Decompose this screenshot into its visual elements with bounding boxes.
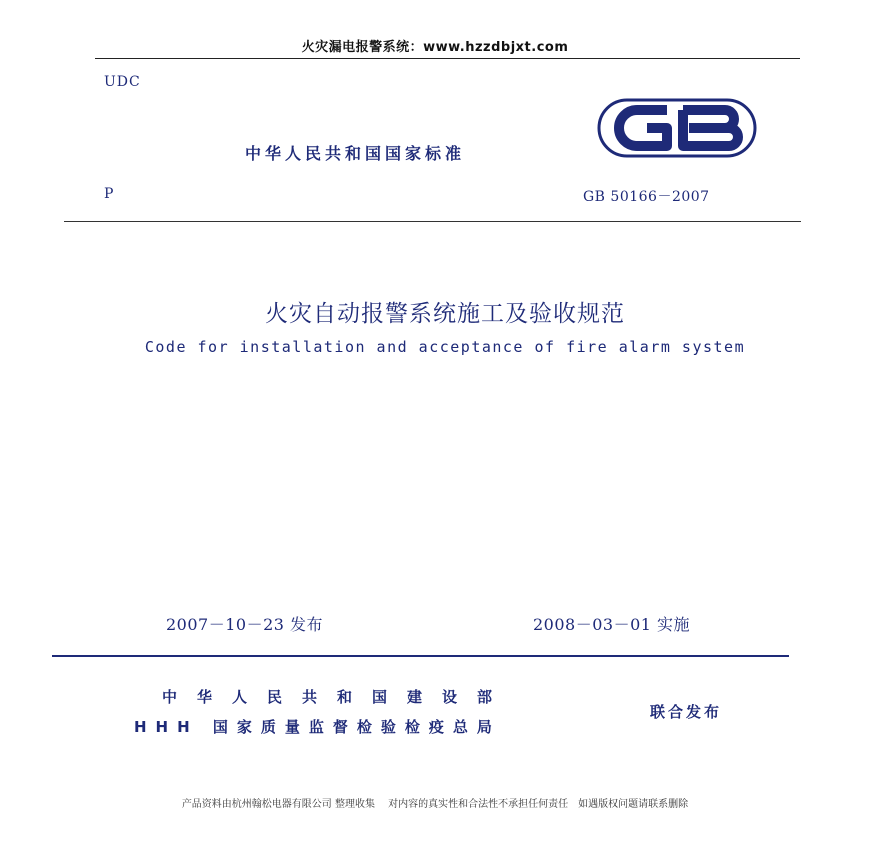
effective-date: 2008－03－01 实施 (533, 615, 691, 634)
publish-date: 2007－10－23 发布 (166, 615, 324, 634)
standard-number: GB 50166－2007 (583, 189, 710, 205)
issuer-aqsiq: HHH 国家质量监督检验检疫总局 (134, 718, 501, 736)
footer-disclaimer: 产品资料由杭州翰松电器有限公司 整理收集 对内容的真实性和合法性不承担任何责任 如遇版权问题请联系删除 (181, 799, 689, 810)
document-title-english: Code for installation and acceptance of fire alarm system (144, 338, 746, 356)
classification-code: P (104, 186, 114, 202)
header-source-line: 火灾漏电报警系统：www.hzzdbjxt.com (301, 40, 569, 55)
issuer-ministry: 中华人民共和国建设部 (162, 688, 513, 706)
dates-divider (52, 655, 789, 657)
masthead-divider (64, 221, 801, 222)
udc-label: UDC (104, 74, 141, 90)
document-title-chinese: 火灾自动报警系统施工及验收规范 (265, 301, 625, 327)
national-standard-heading: 中华人民共和国国家标准 (245, 144, 466, 163)
gb-logo-icon (597, 96, 757, 160)
header-divider (95, 58, 800, 59)
joint-issue-label: 联合发布 (650, 703, 723, 721)
